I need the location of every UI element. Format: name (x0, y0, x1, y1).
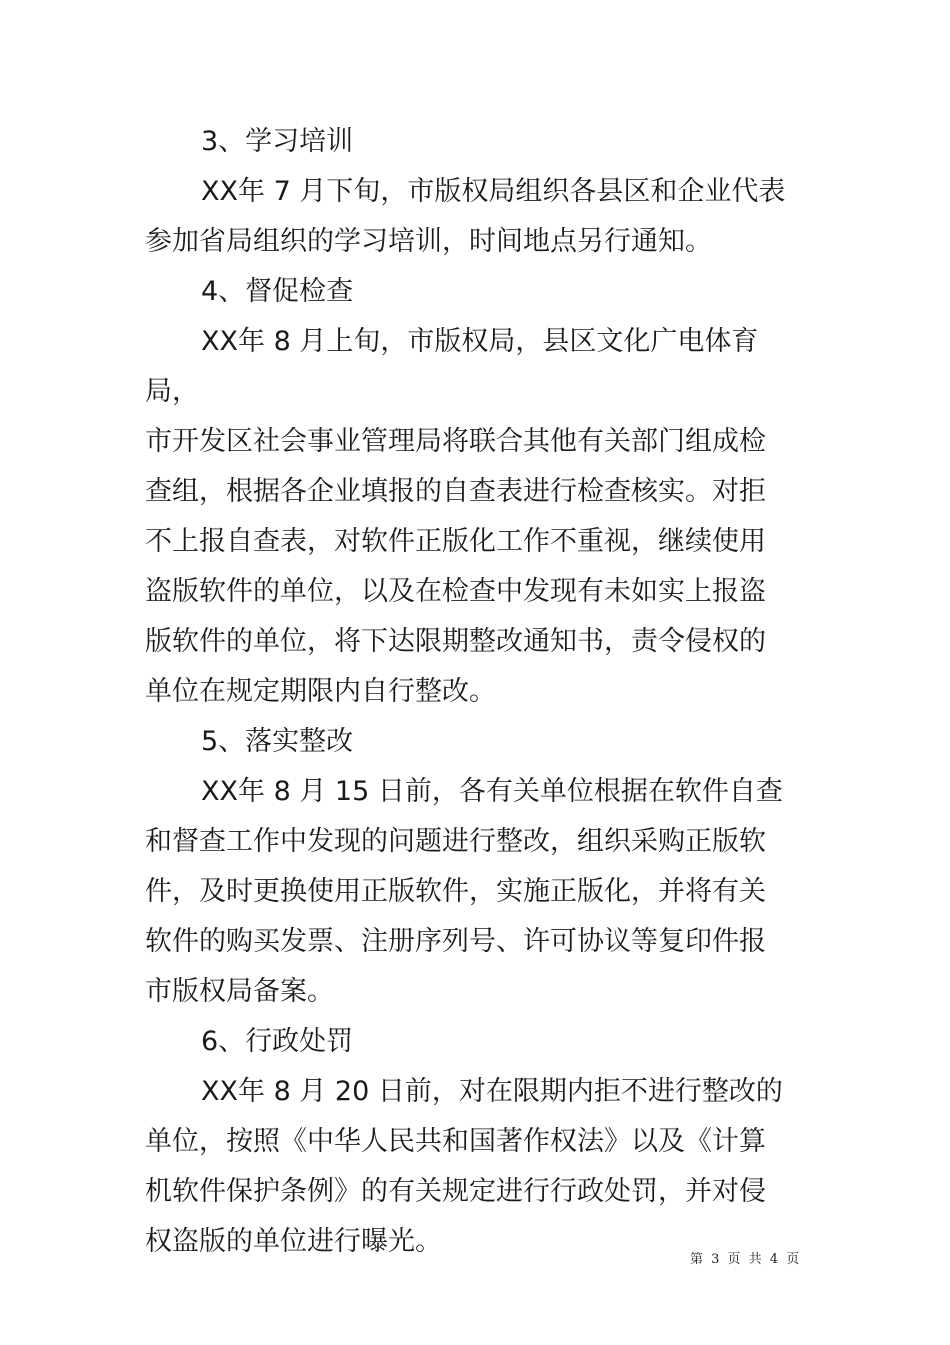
section-heading-training: 3、学习培训 (201, 126, 354, 157)
section-heading-inspection: 4、督促检查 (201, 276, 354, 307)
document-body (145, 117, 805, 1267)
section-body-rectification: XX年 8 月 15 日前，各有关单位根据在软件自查 和督查工作中发现的问题进行整改，组织采购正版软 件，及时更换使用正版软件，实施正版化，并将有关 软件的购买发票、注册序列号、许可协议等复印件报 市版权局备案。 (145, 776, 783, 1007)
section-heading-rectification: 5、落实整改 (201, 726, 354, 757)
page-number: 第 3 页 共 4 页 (690, 1252, 802, 1267)
section-body-training: XX年 7 月下旬，市版权局组织各县区和企业代表 参加省局组织的学习培训，时间地点另行通知。 (145, 176, 786, 257)
section-body-inspection: XX年 8 月上旬，市版权局，县区文化广电体育局， 市开发区社会事业管理局将联合其他有关部门组成检 查组，根据各企业填报的自查表进行检查核实。对拒 不上报自查表，对软件正版化工作不重视，继续使用 盗版软件的单位，以及在检查中发现有未如实上报盗 版软件的单位，将下达限期整改通知书，责令侵权的 单位在规定期限内自行整改。 (145, 326, 766, 707)
section-body-penalty: XX年 8 月 20 日前，对在限期内拒不进行整改的 单位，按照《中华人民共和国著作权法》以及《计算 机软件保护条例》的有关规定进行行政处罚，并对侵 权盗版的单位进行曝光。 (145, 1076, 783, 1257)
section-heading-penalty: 6、行政处罚 (201, 1026, 354, 1057)
